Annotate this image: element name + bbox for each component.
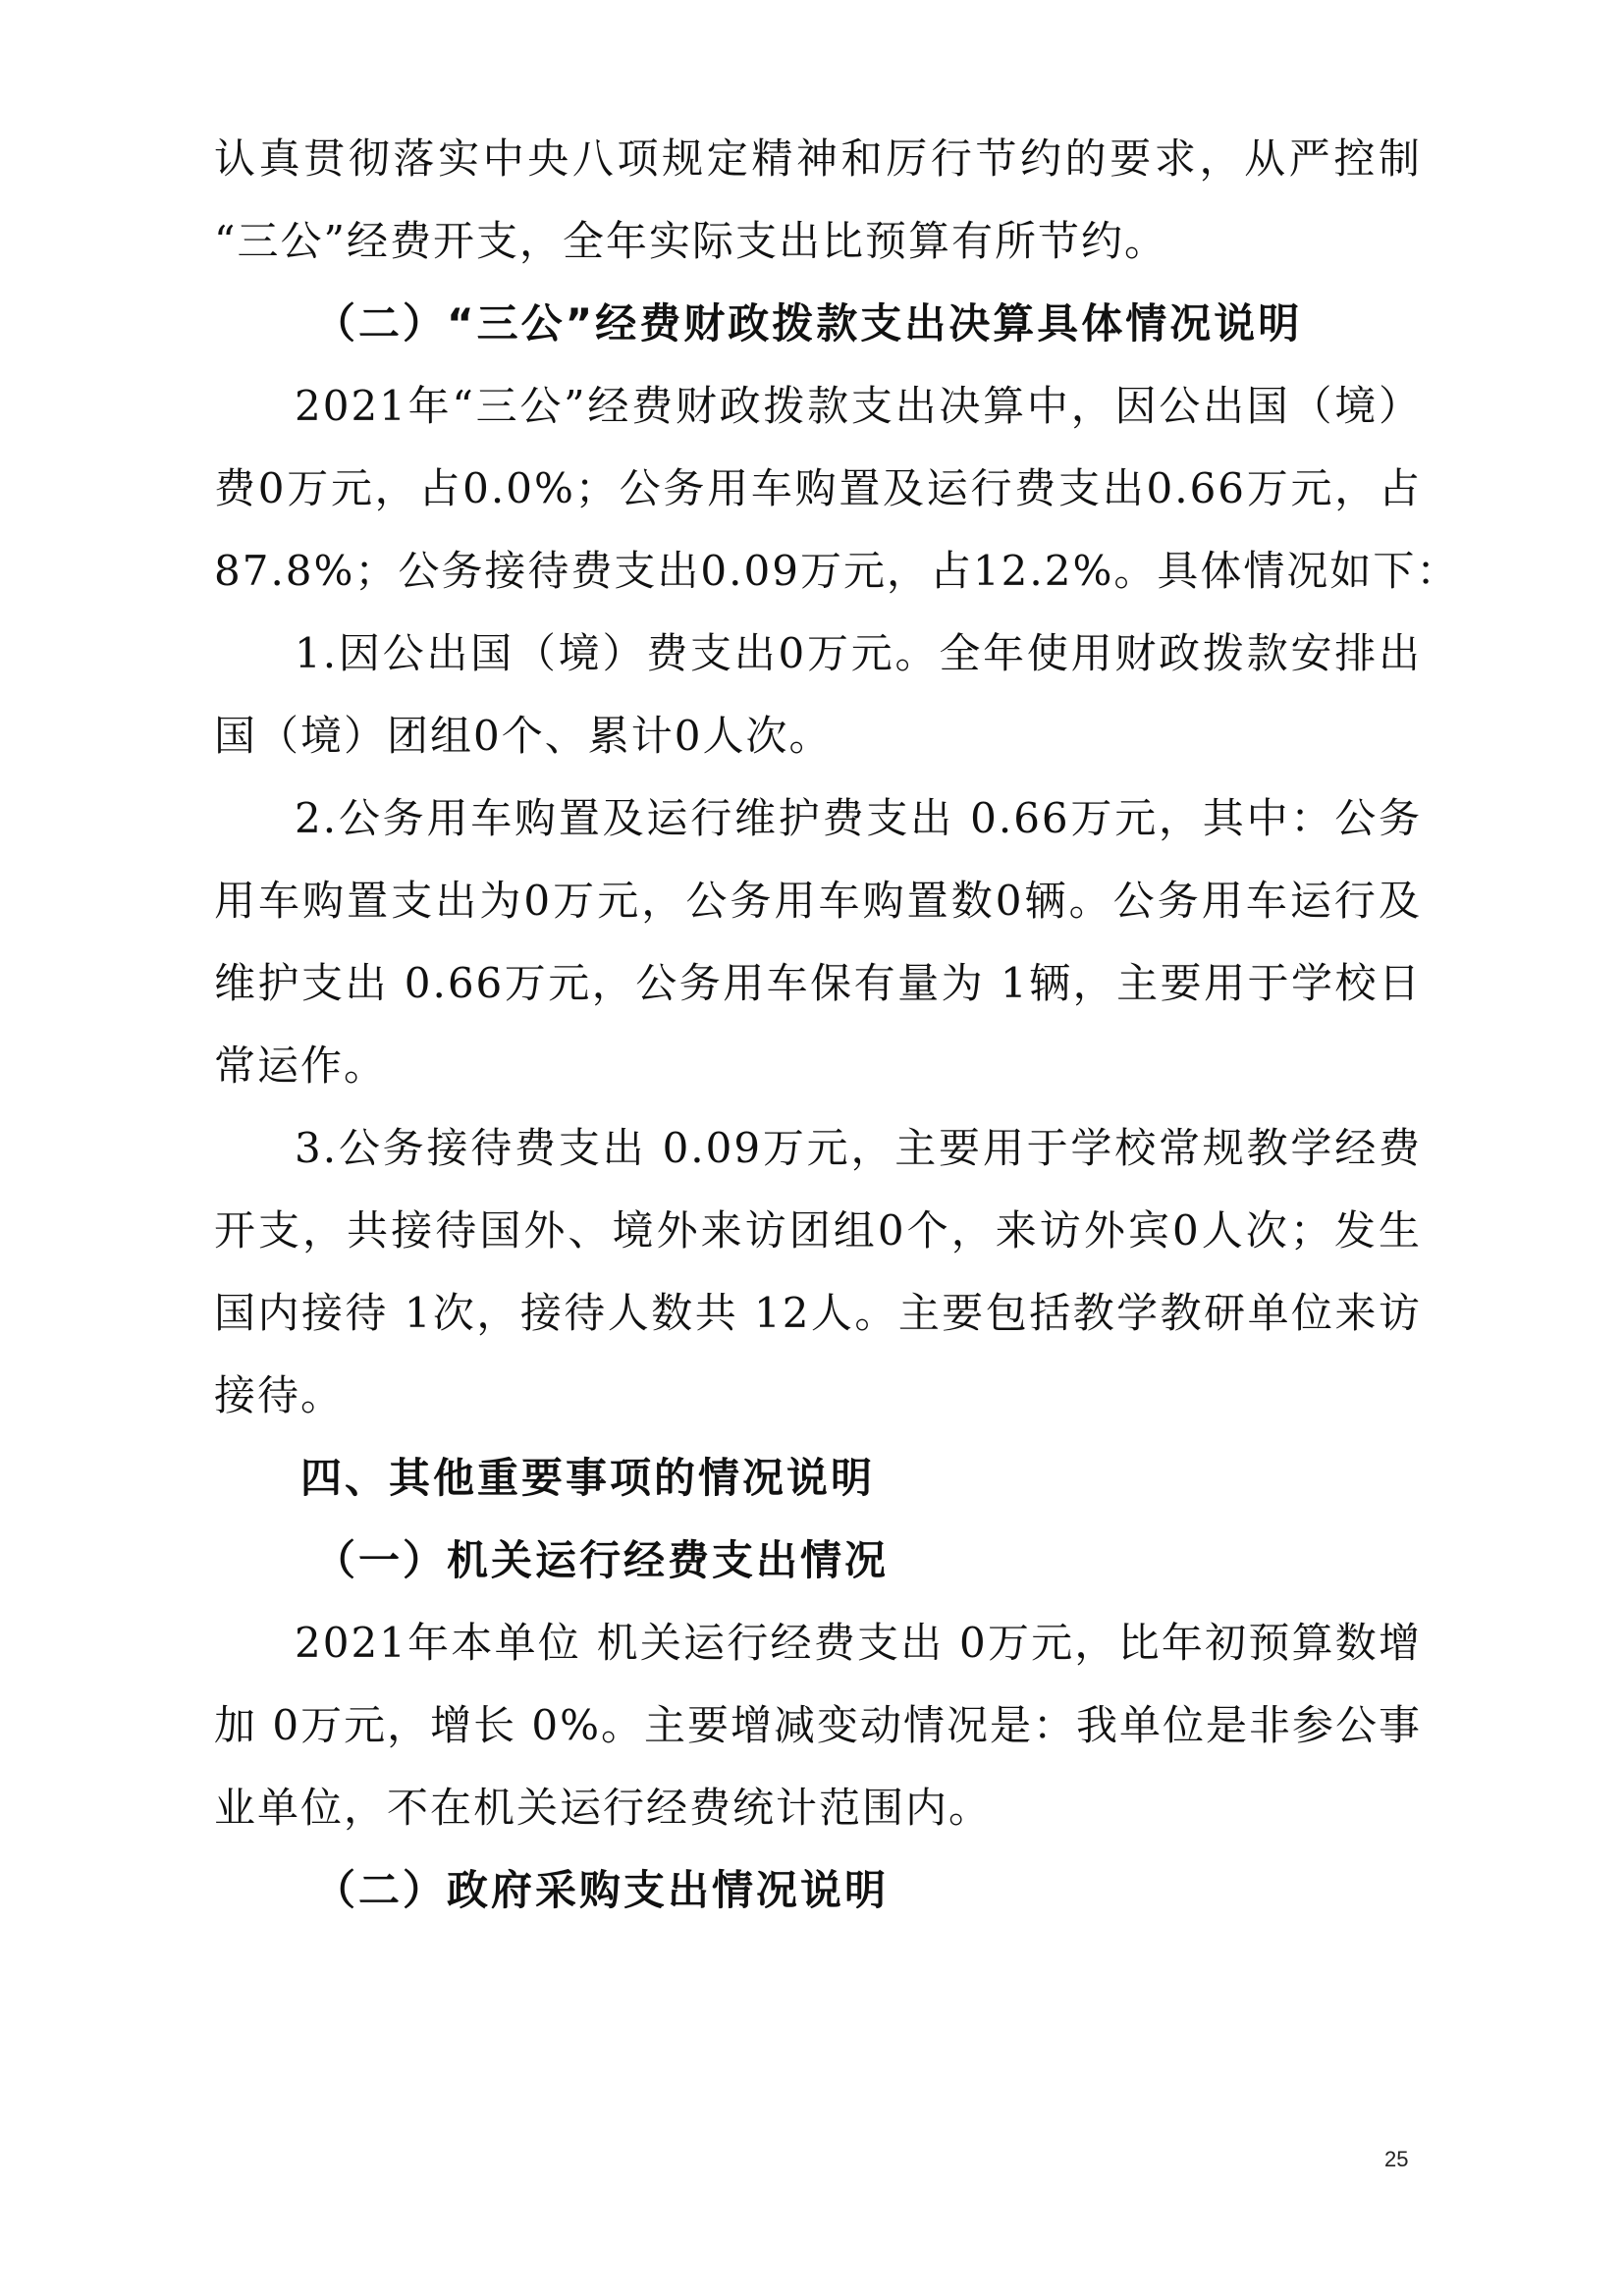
section-heading-other-matters: 四、其他重要事项的情况说明 (300, 1454, 876, 1502)
list-item-2-line-4: 常运作。 (214, 1041, 388, 1090)
body-line-2: “三公”经费开支，全年实际支出比预算有所节约。 (214, 217, 1167, 265)
body-line-21: 业单位，不在机关运行经费统计范围内。 (214, 1784, 993, 1832)
list-item-2-line-1: 2.公务用车购置及运行维护费支出 0.66万元，其中：公务 (295, 794, 1422, 842)
body-line-6: 87.8%；公务接待费支出0.09万元，占12.2%。具体情况如下： (214, 547, 1460, 595)
subsection-heading-operating-expenses: （一）机关运行经费支出情况 (314, 1536, 890, 1584)
section-heading-three-public-details: （二）“三公”经费财政拨款支出决算具体情况说明 (314, 299, 1303, 347)
body-line-19: 2021年本单位 机关运行经费支出 0万元，比年初预算数增 (295, 1619, 1422, 1667)
body-line-5: 费0万元，占0.0%；公务用车购置及运行费支出0.66万元，占 (214, 464, 1422, 512)
subsection-heading-procurement: （二）政府采购支出情况说明 (314, 1866, 890, 1914)
body-line-20: 加 0万元，增长 0%。主要增减变动情况是：我单位是非参公事 (214, 1701, 1423, 1749)
list-item-2-line-3: 维护支出 0.66万元，公务用车保有量为 1辆，主要用于学校日 (214, 959, 1422, 1007)
body-line-4: 2021年“三公”经费财政拨款支出决算中，因公出国（境） (295, 382, 1422, 430)
list-item-3-line-2: 开支，共接待国外、境外来访团组0个，来访外宾0人次；发生 (214, 1206, 1422, 1255)
list-item-3-line-4: 接待。 (214, 1371, 345, 1419)
list-item-3-line-3: 国内接待 1次，接待人数共 12人。主要包括教学教研单位来访 (214, 1289, 1422, 1337)
list-item-1-line-2: 国（境）团组0个、累计0人次。 (214, 712, 833, 760)
page-number: 25 (1384, 2147, 1409, 2171)
list-item-2-line-2: 用车购置支出为0万元，公务用车购置数0辆。公务用车运行及 (214, 877, 1422, 925)
list-item-1-line-1: 1.因公出国（境）费支出0万元。全年使用财政拨款安排出 (295, 629, 1422, 677)
body-line-1: 认真贯彻落实中央八项规定精神和厉行节约的要求，从严控制 (214, 134, 1422, 183)
list-item-3-line-1: 3.公务接待费支出 0.09万元，主要用于学校常规教学经费 (295, 1124, 1422, 1172)
